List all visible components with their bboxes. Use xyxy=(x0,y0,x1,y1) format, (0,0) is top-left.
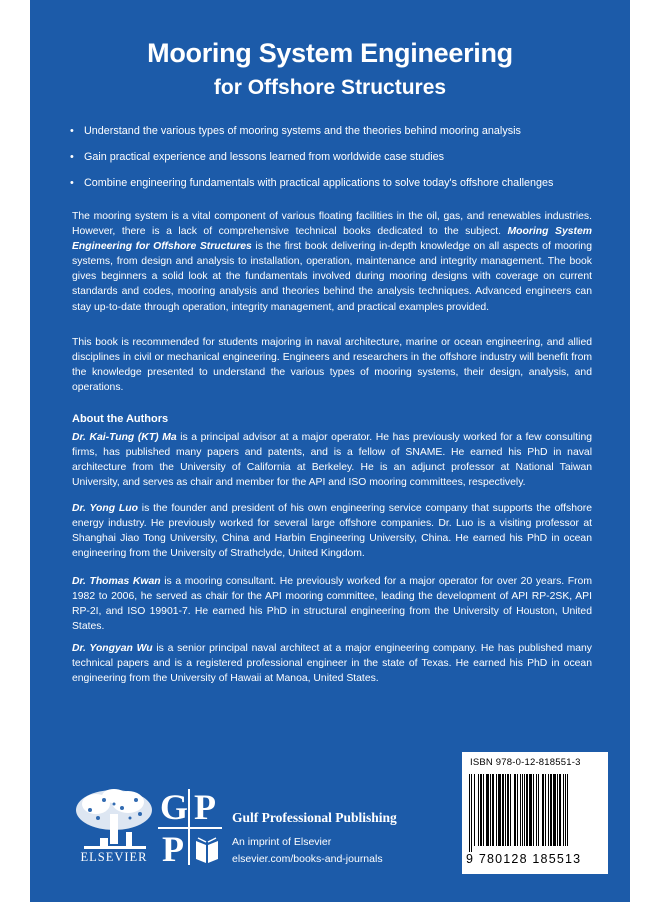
barcode-bar xyxy=(483,774,484,846)
author-name: Dr. Kai-Tung (KT) Ma xyxy=(72,432,177,443)
about-authors-heading: About the Authors xyxy=(72,413,169,425)
barcode-bar xyxy=(507,774,509,846)
barcode-bar xyxy=(548,774,549,846)
isbn-barcode-box xyxy=(462,752,608,874)
publisher-info xyxy=(232,810,452,870)
back-cover xyxy=(30,0,630,902)
barcode-bar xyxy=(563,774,564,846)
feature-list xyxy=(68,124,608,202)
barcode-bar xyxy=(469,774,470,852)
gp-logo xyxy=(158,787,222,869)
barcode-bar xyxy=(496,774,497,846)
barcode-bar xyxy=(567,774,568,846)
gp-letter-p: P xyxy=(194,787,216,827)
barcode-bar xyxy=(529,774,532,846)
barcode-bar xyxy=(486,774,489,846)
author-name: Dr. Yong Luo xyxy=(72,503,138,514)
description-paragraph-2: This book is recommended for students majoring in naval architecture, marine or ocean engineering, and allied disciplines in civil or mechanical engineering. Engineers and researchers in the offshore industry will benefit from the knowledge presented to understand the various types of mooring systems, their design, analysis, and operations. xyxy=(72,337,592,394)
barcode-bar xyxy=(478,774,479,846)
barcode-bar xyxy=(480,774,482,846)
barcode-bar xyxy=(526,774,528,846)
gp-divider xyxy=(158,827,222,829)
barcode-bar xyxy=(565,774,566,846)
gp-letter-g: G xyxy=(160,787,189,827)
book-subtitle: for Offshore Structures xyxy=(213,76,447,99)
imprint-line: An imprint of Elsevier xyxy=(232,836,332,848)
description-book-title: Mooring System Engineering for Offshore Structures xyxy=(72,226,593,253)
barcode-bar xyxy=(514,774,516,846)
author-bio xyxy=(72,574,592,634)
barcode-bar xyxy=(490,774,491,846)
barcode-bar xyxy=(557,774,558,846)
author-bio xyxy=(72,430,592,490)
description-text: is the first book delivering in-depth knowledge on all aspects of mooring systems, from design and analysis to installation, operation, maintenance and integrity management. The book gives beginners a solid look at the fundamentals involved during mooring designs with coverage on current standards and codes, mooring analysis and theories behind the analysis techniques. Advanced engineers can stay up-to-date through operation, integrity management, and practical examples provided. xyxy=(72,241,592,313)
barcode-bar xyxy=(492,774,494,846)
feature-bullet: • Understand the various types of mooring systems and the theories behind mooring analysis xyxy=(68,124,608,138)
barcode-bar xyxy=(520,774,521,846)
description-paragraph-1 xyxy=(72,209,592,315)
barcode-bar xyxy=(538,774,539,846)
book-title: Mooring System Engineering xyxy=(147,38,513,68)
publisher-url: elsevier.com/books-and-journals xyxy=(232,853,383,865)
barcode-bar xyxy=(542,774,544,846)
feature-bullet: • Gain practical experience and lessons learned from worldwide case studies xyxy=(68,150,608,164)
barcode-bar xyxy=(502,774,504,846)
barcode-bar xyxy=(553,774,556,846)
isbn-label: ISBN 978-0-12-818551-3 xyxy=(470,757,581,768)
barcode-bar xyxy=(524,774,525,846)
author-bio xyxy=(72,501,592,561)
description-text: The mooring system is a vital component of various floating facilities in the oil, gas, and renewables industries. However, there is a lack of comprehensive technical books dedicated to the subject. xyxy=(72,211,592,238)
author-bio-text: is a principal advisor at a major operator. He has previously worked for a few consulting firms, has published many papers and patents, and is a fellow of SNAME. He earned his PhD in naval architecture from the University of California at Berkeley. He is an adjunct professor at National Taiwan University, and serves as chair and member for the API and ISO mooring committees, respectively. xyxy=(72,432,592,489)
elsevier-wordmark: ELSEVIER xyxy=(80,850,148,864)
gp-letter-p: P xyxy=(162,829,184,869)
barcode-bar xyxy=(474,774,475,846)
feature-bullet: • Combine engineering fundamentals with practical applications to solve today's offshore challenges xyxy=(68,176,608,190)
barcode-bar xyxy=(533,774,534,846)
author-bio xyxy=(72,641,592,686)
barcode-bar xyxy=(545,774,546,846)
author-bio-text: is a senior principal naval architect at a major engineering company. He has published many technical papers and is a registered professional engineer in the state of Texas. He earned his PhD in ocean engineering from the University of Hawaii at Manoa, United States. xyxy=(72,643,592,685)
publisher-name: Gulf Professional Publishing xyxy=(232,810,397,825)
author-name: Dr. Thomas Kwan xyxy=(72,576,161,587)
author-bio-text: is a mooring consultant. He previously worked for a major operator for over 20 years. From 1982 to 2006, he served as chair for the API mooring committee, leading the development of API RP-2SK, API RP-2I, and ISO 19901-7. He earned his PhD in structural engineering from the University of Houston, United States. xyxy=(72,576,592,633)
barcode-bar xyxy=(522,774,523,846)
barcode-bar xyxy=(559,774,561,846)
author-bio-text: is the founder and president of his own engineering service company that supports the offshore energy industry. He previously worked for several large offshore companies. Dr. Luo is a visiting professor at Shanghai Jiao Tong University, China and Harbin Engineering University, China. He earned his PhD in ocean engineering from the University of Strathclyde, United Kingdom. xyxy=(72,503,592,560)
barcode-bar xyxy=(510,774,511,846)
elsevier-logo xyxy=(70,788,158,868)
barcode-digits: 9 780128 185513 xyxy=(466,852,582,866)
author-name: Dr. Yongyan Wu xyxy=(72,643,153,654)
barcode-bar xyxy=(517,774,518,846)
barcode-bar xyxy=(536,774,537,846)
barcode-bar xyxy=(471,774,472,852)
barcode-bar xyxy=(505,774,506,846)
book-icon xyxy=(194,835,220,865)
barcode-bar xyxy=(498,774,501,846)
barcode-bar xyxy=(550,774,552,846)
elsevier-tree-icon xyxy=(70,788,158,850)
barcode-icon xyxy=(467,774,603,852)
